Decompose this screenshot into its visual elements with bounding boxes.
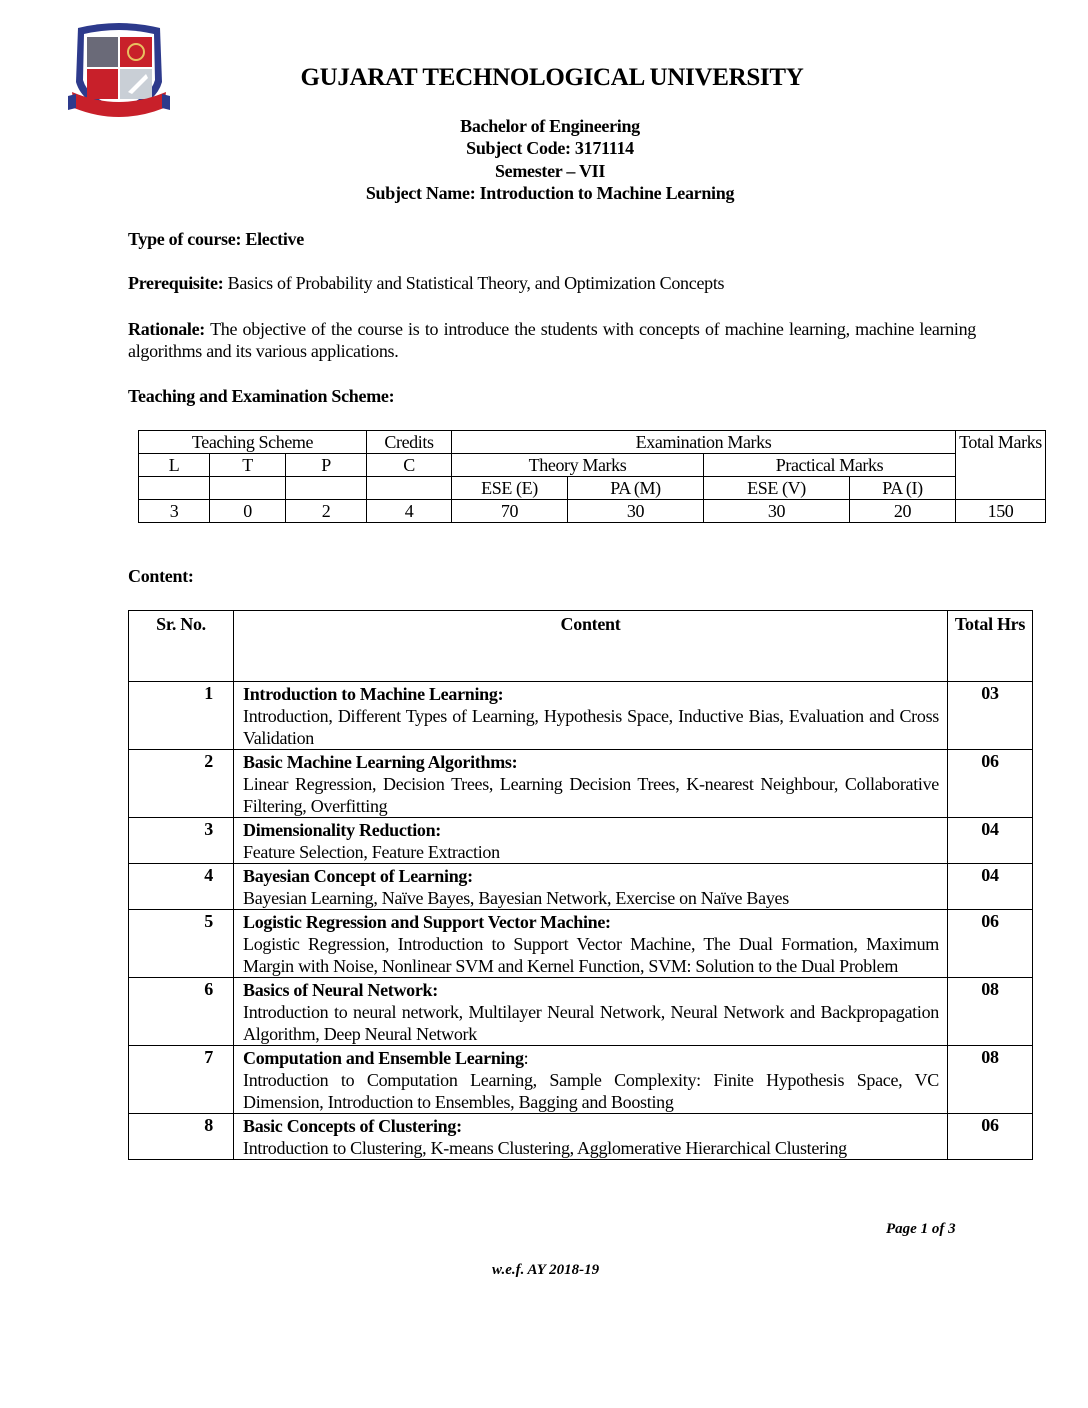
topic-title: Bayesian Concept of Learning: <box>243 866 473 886</box>
prerequisite-label: Prerequisite: <box>128 273 224 293</box>
sr-no-header: Sr. No. <box>129 611 234 682</box>
content-cell <box>234 1114 948 1160</box>
ese-e-value: 70 <box>452 500 568 523</box>
total-value: 150 <box>956 500 1046 523</box>
p-value: 2 <box>286 500 367 523</box>
theory-marks-header: Theory Marks <box>452 454 704 477</box>
total-marks-header: Total Marks <box>956 431 1046 500</box>
prerequisite-value: Basics of Probability and Statistical Theory, and Optimization Concepts <box>227 273 725 293</box>
topic-body: Introduction to Computation Learning, Sample Complexity: Finite Hypothesis Space, VC Dimension, Introduction to Ensembles, Bagging and Boosting <box>243 1070 939 1112</box>
topic-title: Basic Concepts of Clustering: <box>243 1116 462 1136</box>
table-row <box>129 1114 1033 1160</box>
hours: 06 <box>948 1114 1033 1160</box>
ese-v-value: 30 <box>704 500 850 523</box>
page-number: Page 1 of 3 <box>886 1221 956 1237</box>
table-header-row <box>129 611 1033 682</box>
hours: 08 <box>948 978 1033 1046</box>
sr-no: 5 <box>129 910 234 978</box>
topic-body: Feature Selection, Feature Extraction <box>243 842 500 862</box>
topic-body: Linear Regression, Decision Trees, Learning Decision Trees, K-nearest Neighbour, Collaborative Filtering, Overfitting <box>243 774 939 816</box>
table-row <box>129 818 1033 864</box>
topic-title: Dimensionality Reduction: <box>243 820 442 840</box>
ese-e-header: ESE (E) <box>452 477 568 500</box>
topic-body: Bayesian Learning, Naïve Bayes, Bayesian Network, Exercise on Naïve Bayes <box>243 888 789 908</box>
t-header: T <box>210 454 286 477</box>
course-type-label: Type of course: <box>128 229 242 249</box>
teaching-exam-scheme-table <box>138 430 1046 523</box>
content-cell <box>234 910 948 978</box>
total-hrs-header: Total Hrs <box>948 611 1033 682</box>
content-header: Content <box>234 611 948 682</box>
pa-m-value: 30 <box>568 500 704 523</box>
content-cell <box>234 818 948 864</box>
topic-title: Basic Machine Learning Algorithms: <box>243 752 518 772</box>
sr-no: 7 <box>129 1046 234 1114</box>
semester: Semester – VII <box>494 161 606 181</box>
table-row <box>129 864 1033 910</box>
content-table <box>128 610 1033 1160</box>
rationale <box>128 318 976 362</box>
subject-code: Subject Code: 3171114 <box>466 138 634 158</box>
topic-title: Computation and Ensemble Learning <box>243 1048 524 1068</box>
content-cell <box>234 1046 948 1114</box>
ese-v-header: ESE (V) <box>704 477 850 500</box>
l-value: 3 <box>139 500 210 523</box>
degree: Bachelor of Engineering <box>460 116 640 136</box>
c-value: 4 <box>367 500 452 523</box>
sr-no: 3 <box>129 818 234 864</box>
hours: 03 <box>948 682 1033 750</box>
c-header: C <box>367 454 452 477</box>
sr-no: 6 <box>129 978 234 1046</box>
effective-year: w.e.f. AY 2018-19 <box>492 1262 600 1278</box>
topic-title: Introduction to Machine Learning: <box>243 684 504 704</box>
pa-m-header: PA (M) <box>568 477 704 500</box>
pa-i-header: PA (I) <box>850 477 956 500</box>
table-row <box>129 682 1033 750</box>
hours: 06 <box>948 750 1033 818</box>
practical-marks-header: Practical Marks <box>704 454 956 477</box>
topic-title: Logistic Regression and Support Vector Machine: <box>243 912 611 932</box>
teaching-scheme-header: Teaching Scheme <box>139 431 367 454</box>
content-cell <box>234 682 948 750</box>
content-cell <box>234 864 948 910</box>
pa-i-value: 20 <box>850 500 956 523</box>
rationale-value: The objective of the course is to introduce the students with concepts of machine learning, machine learning algorithms and its various applications. <box>128 319 977 361</box>
course-type-value: Elective <box>245 229 304 249</box>
subject-name: Subject Name: Introduction to Machine Learning <box>365 183 735 203</box>
table-row <box>129 1046 1033 1114</box>
topic-body: Introduction to neural network, Multilayer Neural Network, Neural Network and Backpropagation Algorithm, Deep Neural Network <box>243 1002 939 1044</box>
hours: 08 <box>948 1046 1033 1114</box>
table-row <box>129 750 1033 818</box>
topic-body: Logistic Regression, Introduction to Support Vector Machine, The Dual Formation, Maximum Margin with Noise, Nonlinear SVM and Kernel Function, SVM: Solution to the Dual Problem <box>243 934 939 976</box>
p-header: P <box>286 454 367 477</box>
exam-marks-header: Examination Marks <box>452 431 956 454</box>
t-value: 0 <box>210 500 286 523</box>
course-type <box>128 229 304 250</box>
table-row <box>129 910 1033 978</box>
topic-title-suffix: : <box>523 1048 529 1068</box>
content-cell <box>234 978 948 1046</box>
hours: 04 <box>948 818 1033 864</box>
topic-body: Introduction, Different Types of Learning, Hypothesis Space, Inductive Bias, Evaluation and Cross Validation <box>243 706 939 748</box>
sr-no: 4 <box>129 864 234 910</box>
topic-title: Basics of Neural Network: <box>243 980 438 1000</box>
content-cell <box>234 750 948 818</box>
sr-no: 8 <box>129 1114 234 1160</box>
content-heading: Content: <box>128 566 194 586</box>
university-title: GUJARAT TECHNOLOGICAL UNIVERSITY <box>300 64 804 91</box>
credits-header: Credits <box>367 431 452 454</box>
sr-no: 2 <box>129 750 234 818</box>
l-header: L <box>139 454 210 477</box>
topic-body: Introduction to Clustering, K-means Clustering, Agglomerative Hierarchical Clustering <box>243 1138 847 1158</box>
hours: 04 <box>948 864 1033 910</box>
rationale-label: Rationale: <box>128 319 205 339</box>
hours: 06 <box>948 910 1033 978</box>
prerequisite <box>128 273 724 294</box>
scheme-heading: Teaching and Examination Scheme: <box>128 386 395 406</box>
sr-no: 1 <box>129 682 234 750</box>
table-row <box>129 978 1033 1046</box>
